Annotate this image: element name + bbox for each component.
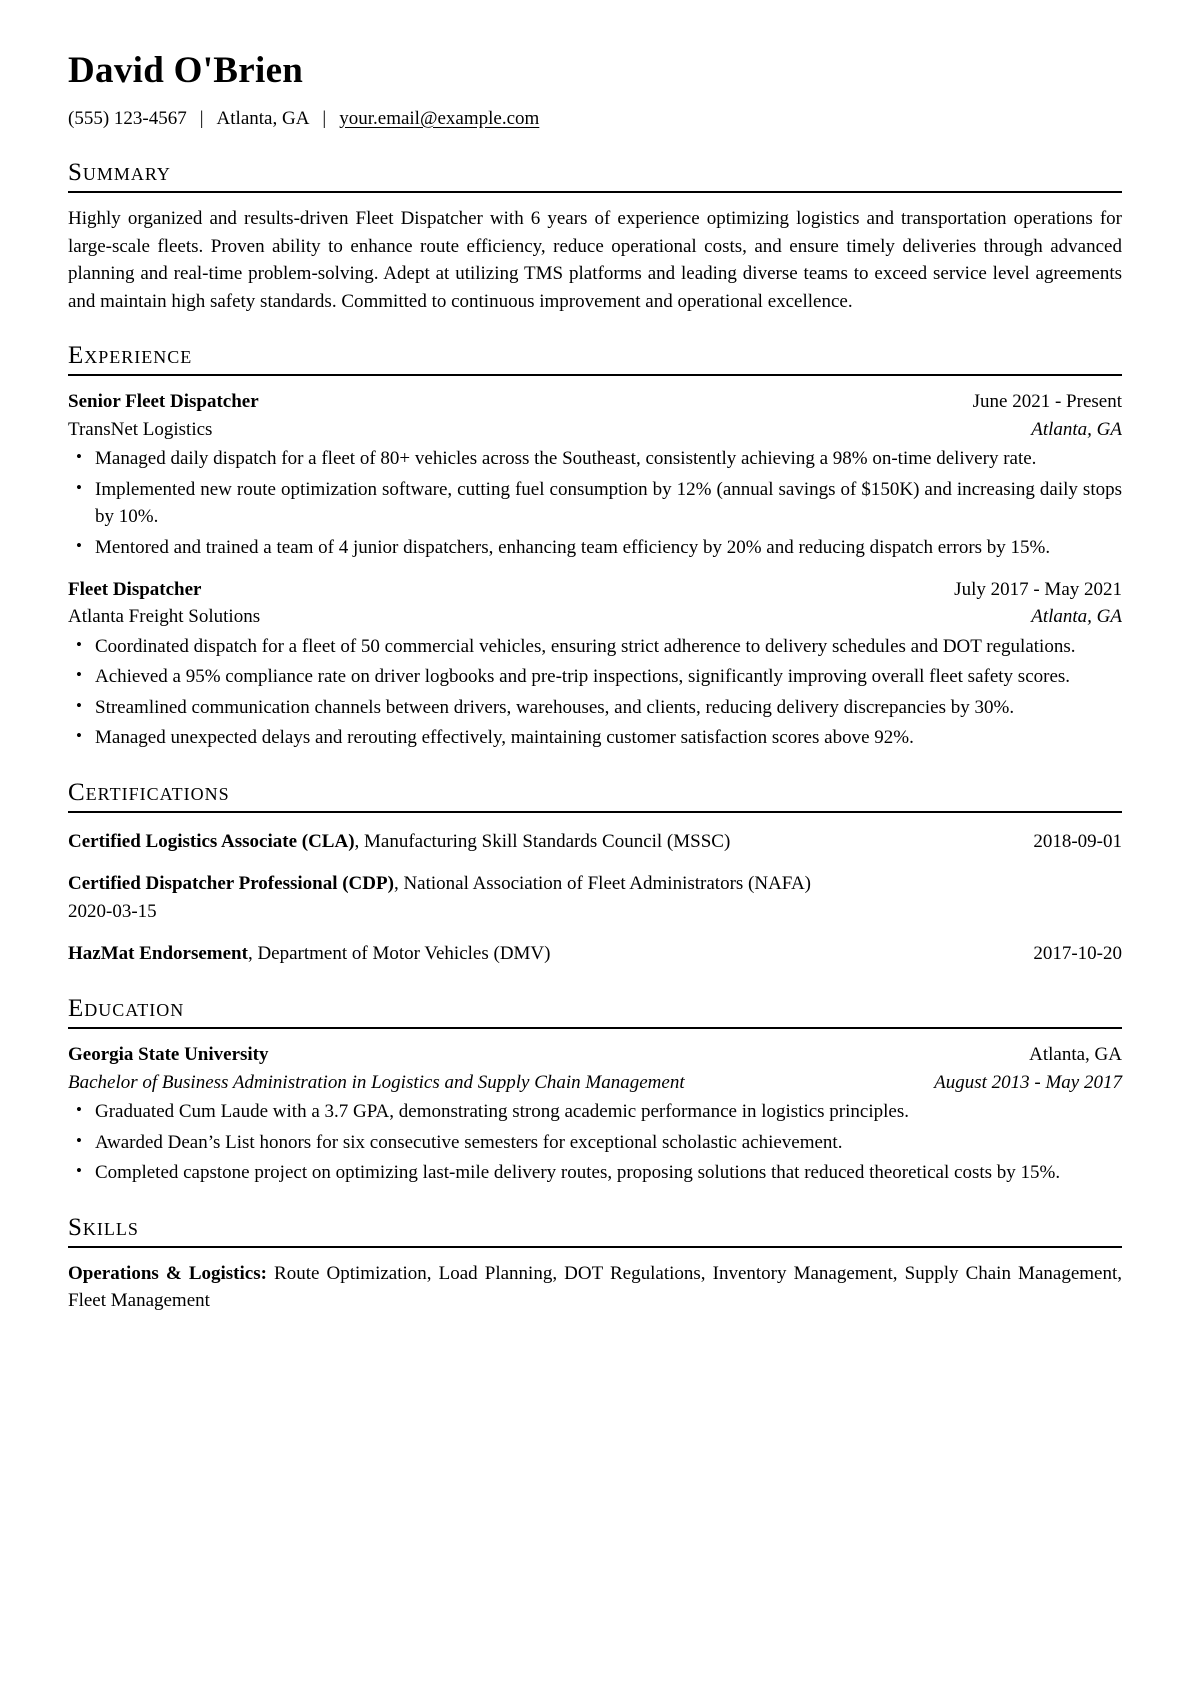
school-name: Georgia State University	[68, 1044, 269, 1066]
certification-text	[68, 828, 730, 856]
section-heading-experience: Experience	[68, 341, 1122, 376]
skills-group	[68, 1260, 1122, 1315]
job-bullet-list	[68, 445, 1122, 561]
page-title: David O'Brien	[68, 50, 304, 91]
bullet-item: • Implemented new route optimization software, cutting fuel consumption by 12% (annual savings of $150K) and increasing daily stops by 10%.	[95, 476, 1122, 531]
certification-date: 2017-10-20	[1033, 943, 1122, 965]
bullet-item: • Graduated Cum Laude with a 3.7 GPA, demonstrating strong academic performance in logistics principles.	[95, 1098, 1122, 1126]
certification-entry	[68, 870, 1122, 925]
certification-entry	[68, 828, 1122, 856]
certification-text	[68, 873, 811, 894]
bullet-item: • Awarded Dean’s List honors for six consecutive semesters for exceptional scholastic achievement.	[95, 1129, 1122, 1157]
experience-entry	[68, 388, 1122, 561]
certification-org: , National Association of Fleet Administrators (NAFA)	[393, 873, 812, 895]
summary-text: Highly organized and results-driven Fleet Dispatcher with 6 years of experience optimizing logistics and transportation operations for large-scale fleets. Proven ability to enhance route efficiency, reduce operational costs, and ensure timely deliveries through advanced planning and real-time problem-solving. Adept at utilizing TMS platforms and leading diverse teams to exceed service level agreements and maintain high safety standards. Committed to continuous improvement and operational excellence.	[68, 208, 1122, 312]
phone-number: (555) 123-4567	[68, 107, 187, 129]
section-heading-certifications: Certifications	[68, 778, 1122, 813]
school-dates: August 2013 - May 2017	[934, 1071, 1122, 1093]
job-bullet-list	[68, 633, 1122, 752]
contact-separator: |	[322, 107, 327, 129]
certification-date: 2018-09-01	[1033, 830, 1122, 852]
bullet-item: • Streamlined communication channels between drivers, warehouses, and clients, reducing delivery discrepancies by 30%.	[95, 694, 1122, 722]
bullet-item: • Mentored and trained a team of 4 junior dispatchers, enhancing team efficiency by 20% and reducing dispatch errors by 15%.	[95, 534, 1122, 562]
contact-line	[68, 105, 1122, 133]
contact-separator: |	[199, 107, 204, 129]
job-dates: July 2017 - May 2021	[954, 578, 1122, 600]
bullet-item: • Achieved a 95% compliance rate on driver logbooks and pre-trip inspections, significantly improving overall fleet safety scores.	[95, 663, 1122, 691]
company-name: TransNet Logistics	[68, 418, 213, 440]
experience-entry	[68, 576, 1122, 752]
job-location: Atlanta, GA	[1031, 606, 1122, 628]
email-link[interactable]: your.email@example.com	[339, 107, 540, 129]
certification-date: 2020-03-15	[68, 900, 157, 922]
education-entry	[68, 1041, 1122, 1187]
skills-group-label: Operations & Logistics:	[68, 1262, 267, 1284]
bullet-item: • Coordinated dispatch for a fleet of 50 commercial vehicles, ensuring strict adherence to delivery schedules and DOT regulations.	[95, 633, 1122, 661]
education-bullet-list	[68, 1098, 1122, 1187]
degree-title: Bachelor of Business Administration in Logistics and Supply Chain Management	[68, 1071, 685, 1093]
section-heading-education: Education	[68, 994, 1122, 1029]
job-title: Senior Fleet Dispatcher	[68, 391, 259, 413]
certification-text	[68, 940, 550, 968]
certification-title: Certified Dispatcher Professional (CDP)	[68, 873, 394, 895]
bullet-item: • Managed daily dispatch for a fleet of 80+ vehicles across the Southeast, consistently achieving a 98% on-time delivery rate.	[95, 445, 1122, 473]
section-heading-summary: Summary	[68, 158, 1122, 193]
certification-org: , Department of Motor Vehicles (DMV)	[247, 943, 551, 965]
bullet-item: • Managed unexpected delays and rerouting effectively, maintaining customer satisfaction scores above 92%.	[95, 724, 1122, 752]
company-name: Atlanta Freight Solutions	[68, 606, 261, 628]
school-location: Atlanta, GA	[1029, 1044, 1122, 1066]
certification-org: , Manufacturing Skill Standards Council (MSSC)	[354, 830, 731, 852]
skills-group-text: Route Optimization, Load Planning, DOT Regulations, Inventory Management, Supply Chain Management, Fleet Management	[68, 1262, 1122, 1312]
section-heading-skills: Skills	[68, 1213, 1122, 1248]
job-title: Fleet Dispatcher	[68, 578, 202, 600]
job-dates: June 2021 - Present	[972, 391, 1122, 413]
certification-entry	[68, 940, 1122, 968]
certification-title: Certified Logistics Associate (CLA)	[68, 830, 355, 852]
job-location: Atlanta, GA	[1031, 418, 1122, 440]
certification-title: HazMat Endorsement	[68, 943, 248, 965]
location-text: Atlanta, GA	[216, 107, 310, 129]
bullet-item: • Completed capstone project on optimizing last-mile delivery routes, proposing solutions that reduced theoretical costs by 15%.	[95, 1159, 1122, 1187]
